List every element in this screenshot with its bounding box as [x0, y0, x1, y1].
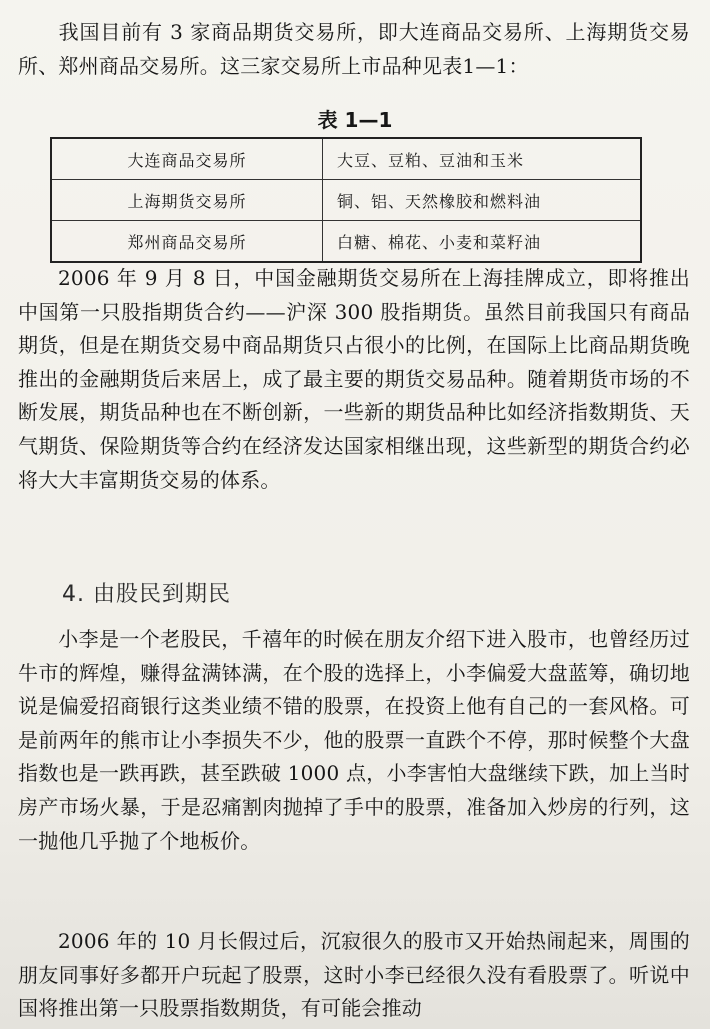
- section-heading: 4. 由股民到期民: [62, 582, 231, 607]
- table-cell-products: 白糖、棉花、小麦和菜籽油: [323, 221, 642, 263]
- table-cell-exchange: 大连商品交易所: [51, 138, 323, 180]
- table-cell-products: 铜、铝、天然橡胶和燃料油: [323, 180, 642, 221]
- table-caption: 表 1—1: [317, 108, 393, 132]
- exchange-products-table: [50, 137, 642, 263]
- intro-paragraph-text: 我国目前有 3 家商品期货交易所，即大连商品交易所、上海期货交易所、郑州商品交易所。这三家交易所上市品种见表1—1：: [18, 20, 690, 78]
- xiaoli-story-paragraph-text: 小李是一个老股民，千禧年的时候在朋友介绍下进入股市，也曾经历过牛市的辉煌，赚得盆满钵满，在个股的选择上，小李偏爱大盘蓝筹，确切地说是偏爱招商银行这类业绩不错的股票，在投资上他有自己的一套风格。可是前两年的熊市让小李损失不少，他的股票一直跌个不停，那时候整个大盘指数也是一跌再跌，甚至跌破 1000 点，小李害怕大盘继续下跌，加上当时房产市场火暴，于是忍痛割肉抛掉了手中的股票，准备加入炒房的行列，这一抛他几乎抛了个地板价。: [18, 627, 690, 853]
- xiaoli-story-paragraph: [18, 623, 690, 858]
- table-row: [51, 180, 641, 221]
- table-row: [51, 221, 641, 263]
- intro-paragraph: [18, 16, 690, 83]
- table-cell-exchange: 郑州商品交易所: [51, 221, 323, 263]
- october-paragraph-text: 2006 年的 10 月长假过后，沉寂很久的股市又开始热闹起来，周围的朋友同事好多都开户玩起了股票，这时小李已经很久没有看股票了。听说中国将推出第一只股票指数期货，有可能会推动: [18, 929, 690, 1021]
- table-cell-exchange: 上海期货交易所: [51, 180, 323, 221]
- october-paragraph: [18, 925, 690, 1026]
- table-cell-products: 大豆、豆粕、豆油和玉米: [323, 138, 642, 180]
- futures-history-paragraph: [18, 262, 690, 497]
- futures-history-paragraph-text: 2006 年 9 月 8 日，中国金融期货交易所在上海挂牌成立，即将推出中国第一只股指期货合约——沪深 300 股指期货。虽然目前我国只有商品期货，但是在期货交易中商品期货只占很小的比例，在国际上比商品期货晚推出的金融期货后来居上，成了最主要的期货交易品种。随着期货市场的不断发展，期货品种也在不断创新，一些新的期货品种比如经济指数期货、天气期货、保险期货等合约在经济发达国家相继出现，这些新型的期货合约必将大大丰富期货交易的体系。: [18, 266, 690, 492]
- table-row: [51, 138, 641, 180]
